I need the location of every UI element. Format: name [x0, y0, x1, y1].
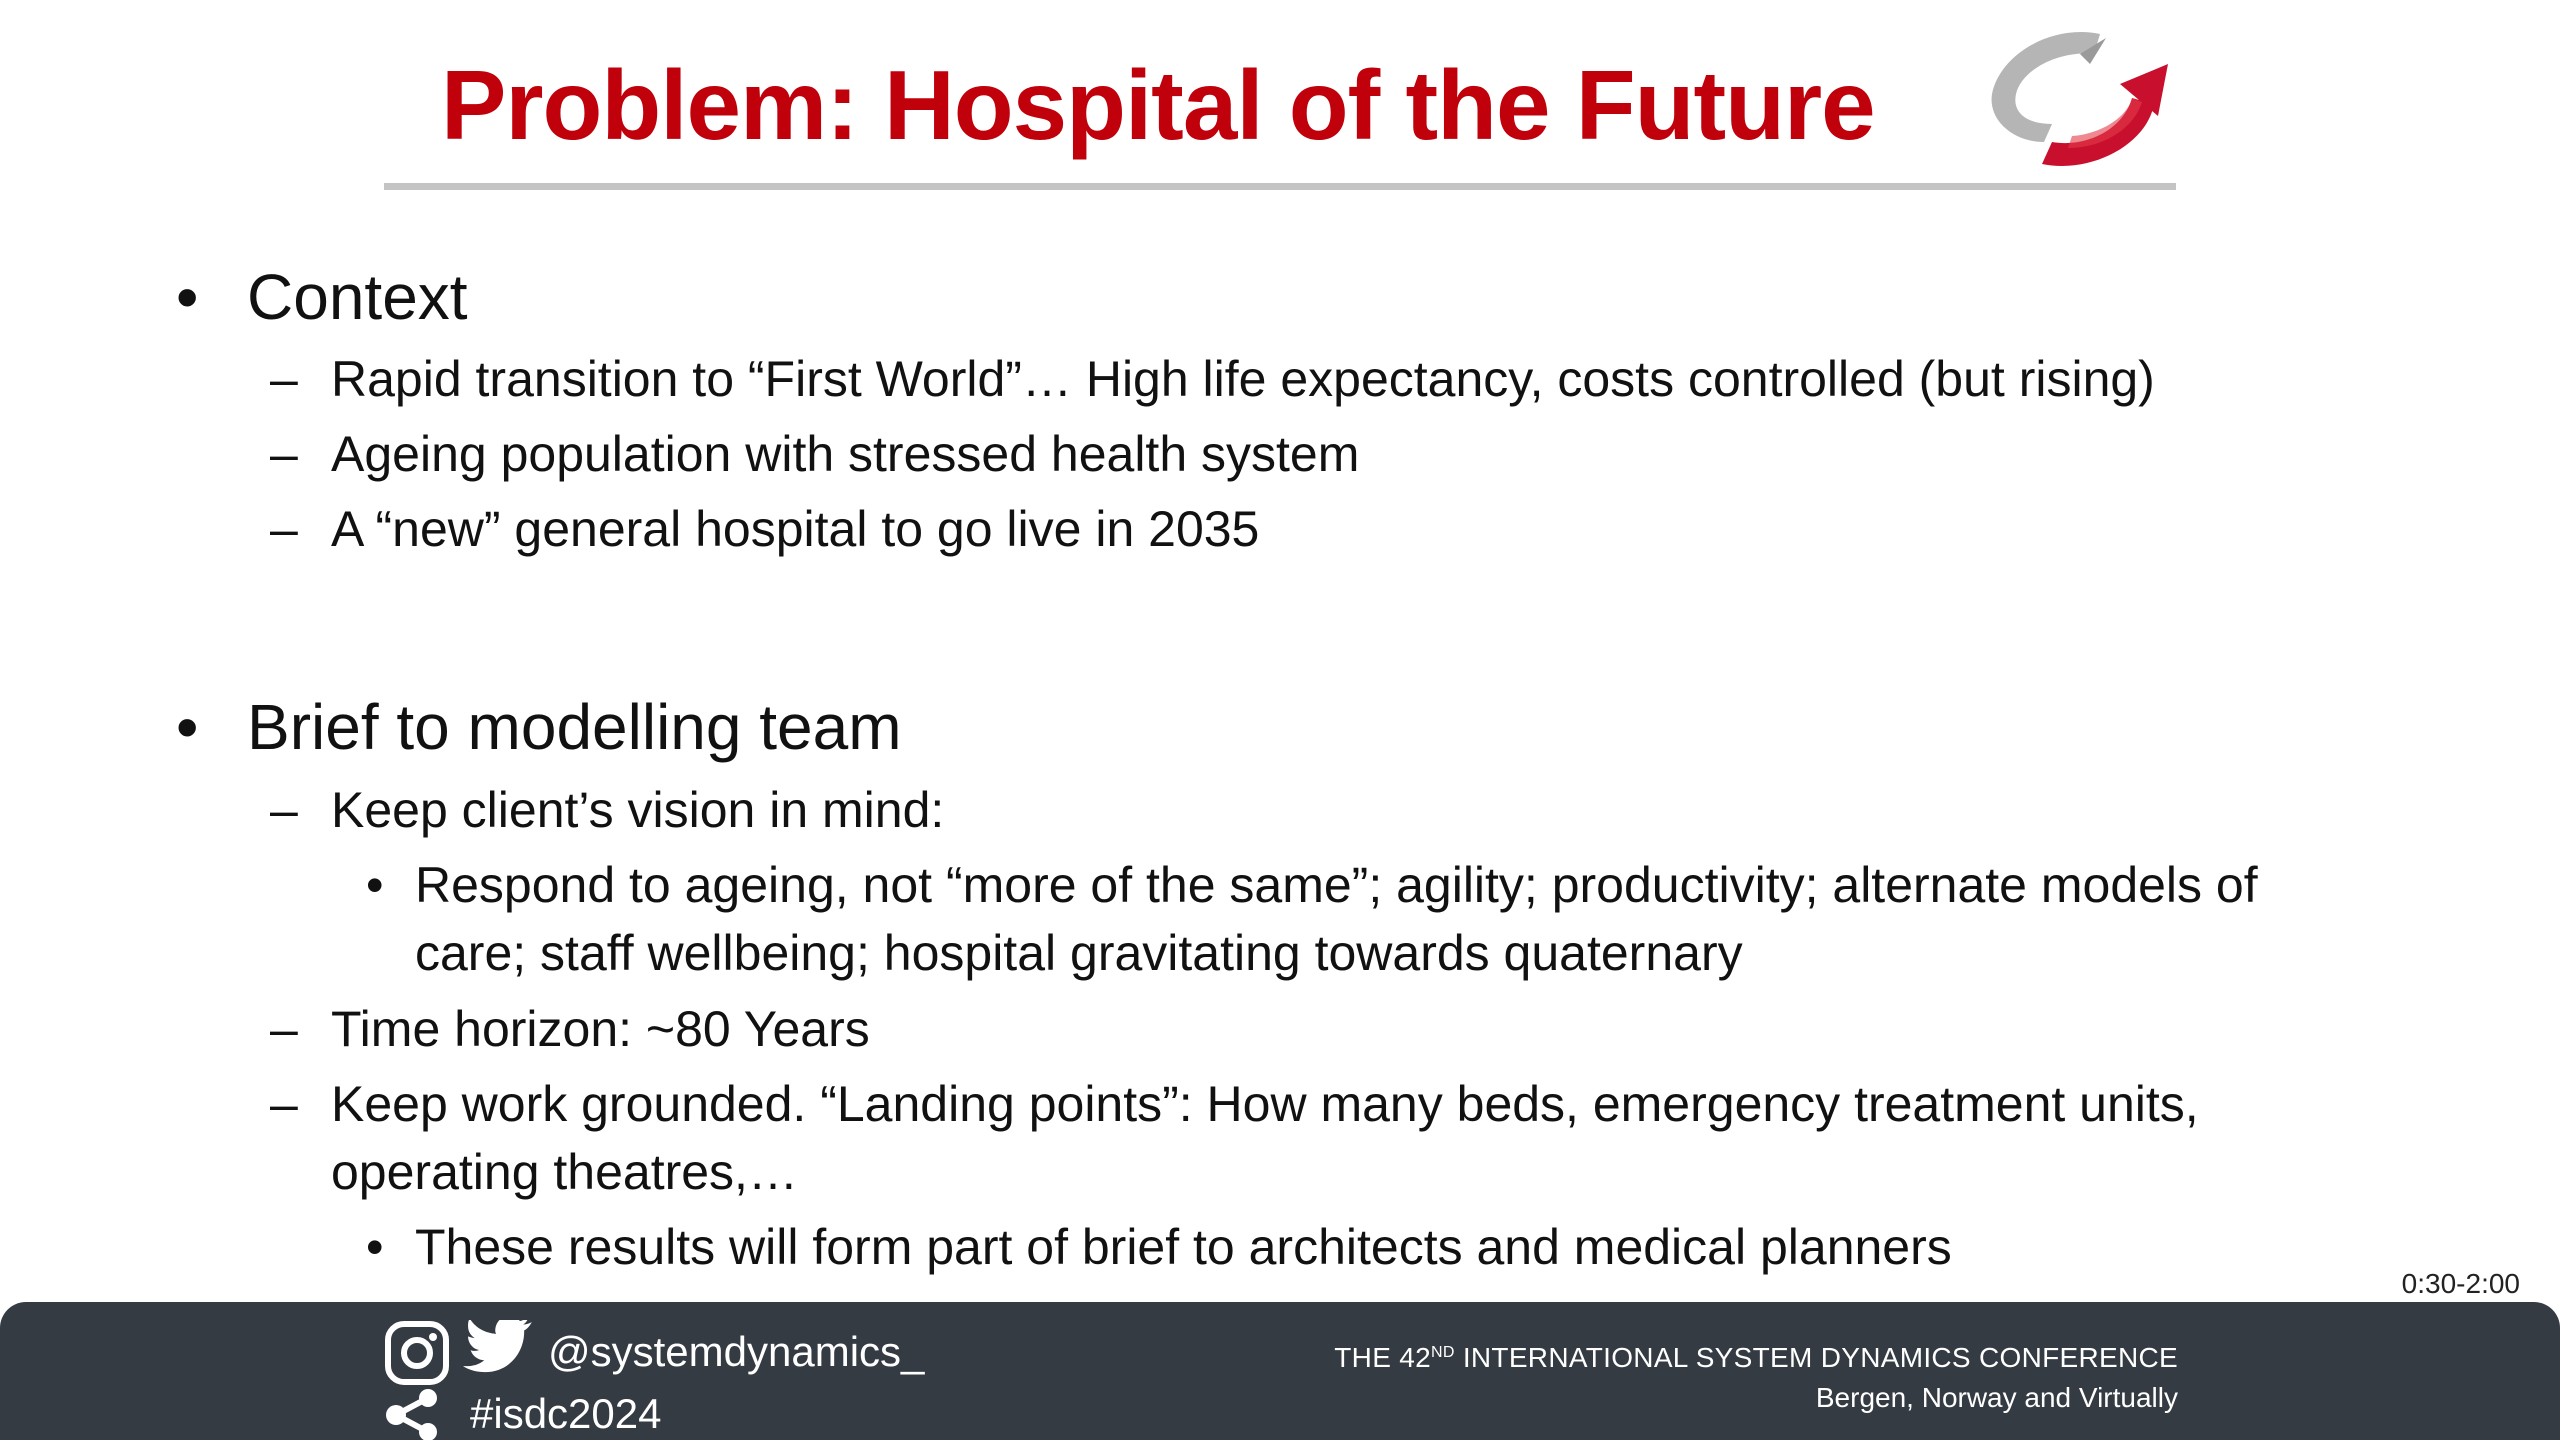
section-heading-brief: Brief to modelling team	[247, 691, 902, 763]
share-icon[interactable]	[382, 1388, 444, 1440]
conference-title	[1334, 1342, 2178, 1374]
dash-marker: –	[270, 782, 298, 838]
brief-item: Keep client’s vision in mind:	[331, 782, 945, 838]
context-item: Ageing population with stressed health system	[331, 426, 1360, 482]
slide-title: Problem: Hospital of the Future	[441, 50, 1875, 160]
brief-item: Keep work grounded. “Landing points”: How many beds, emergency treatment units,	[331, 1076, 2199, 1132]
social-handle[interactable]: @systemdynamics_	[548, 1328, 925, 1375]
timer-label: 0:30-2:00	[2401, 1268, 2520, 1299]
conference-name: INTERNATIONAL SYSTEM DYNAMICS CONFERENCE	[1454, 1342, 2178, 1373]
dash-marker: –	[270, 1001, 298, 1057]
sub-bullet-marker: •	[366, 1219, 384, 1275]
conference-number: THE 42	[1334, 1342, 1432, 1373]
dash-marker: –	[270, 426, 298, 482]
sub-bullet-marker: •	[366, 857, 384, 913]
hashtag[interactable]: #isdc2024	[470, 1390, 662, 1437]
section-heading-context: Context	[247, 261, 468, 333]
brief-item-continued: operating theatres,…	[331, 1144, 798, 1200]
conference-ordinal: ND	[1431, 1344, 1455, 1361]
brief-item: Time horizon: ~80 Years	[331, 1001, 870, 1057]
context-item: Rapid transition to “First World”… High life expectancy, costs controlled (but rising)	[331, 351, 2155, 407]
brief-subitem-continued: care; staff wellbeing; hospital gravitating towards quaternary	[415, 925, 1743, 981]
dash-marker: –	[270, 1076, 298, 1132]
brief-subitem: These results will form part of brief to architects and medical planners	[415, 1219, 1952, 1275]
twitter-icon[interactable]	[462, 1320, 532, 1380]
dash-marker: –	[270, 351, 298, 407]
conference-location: Bergen, Norway and Virtually	[1815, 1382, 2178, 1413]
brief-subitem: Respond to ageing, not “more of the same”; agility; productivity; alternate models of	[415, 857, 2258, 913]
instagram-icon[interactable]	[384, 1320, 450, 1386]
dash-marker: –	[270, 501, 298, 557]
bullet-marker: •	[176, 261, 199, 333]
bullet-marker: •	[176, 691, 199, 763]
footer-bar	[0, 1302, 2560, 1440]
context-item: A “new” general hospital to go live in 2035	[331, 501, 1260, 557]
